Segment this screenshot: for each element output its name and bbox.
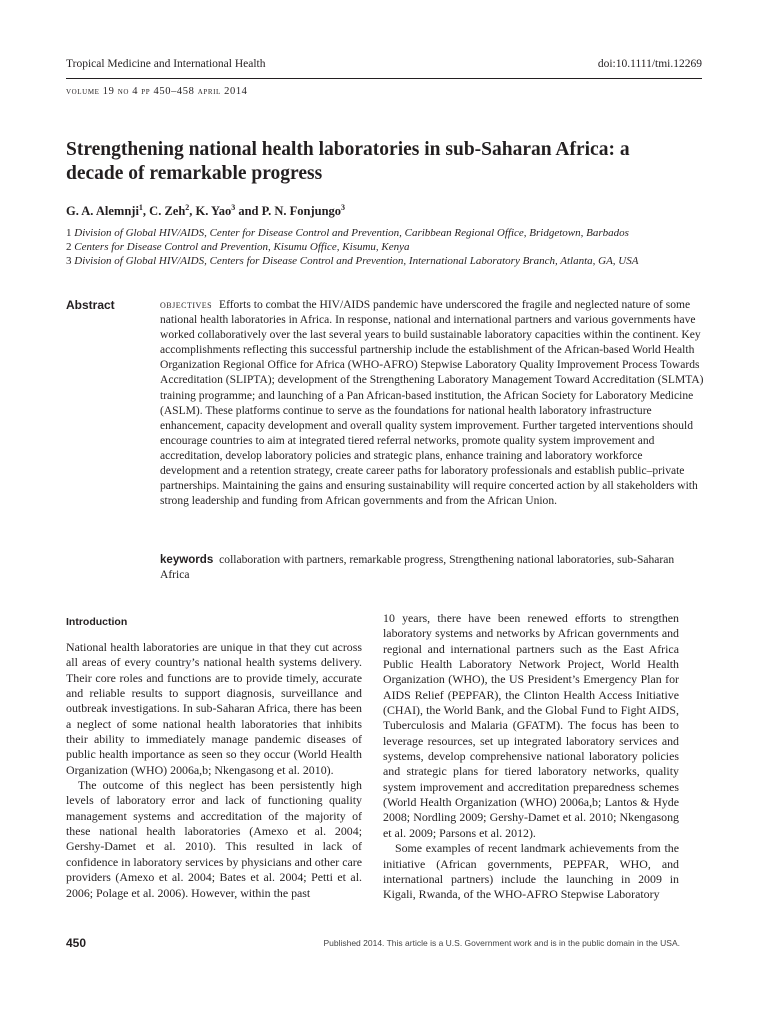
section-heading-introduction: Introduction bbox=[66, 616, 128, 628]
affiliation-item bbox=[66, 254, 706, 268]
affiliation-item bbox=[66, 226, 706, 240]
author-separator: , bbox=[142, 204, 150, 218]
author-name: C. Zeh bbox=[149, 204, 186, 218]
abstract-body bbox=[160, 298, 705, 509]
article-title: Strengthening national health laboratories in sub-Saharan Africa: a decade of remarkable progress bbox=[66, 139, 630, 184]
author-affiliation-ref: 3 bbox=[341, 203, 346, 212]
paragraph: National health laboratories are unique in that they cut across all areas of every country’s national health systems delivery. Their core roles and functions are to provide timely, accurate and reliable results to support diagnosis, surveillance and outbreak investigations. In sub-Saharan Africa, there has been a neglect of some national health laboratories that inhibits their ability to immediately manage pandemic diseases of public health importance as seen so they occur (World Health Organization (WHO) 2006a,b; Nkengasong et al. 2010). bbox=[66, 640, 362, 777]
objectives-label: objectives bbox=[160, 299, 213, 311]
paragraph: 10 years, there have been renewed efforts to strengthen laboratory systems and networks by African governments and regional and international partners such as the East Africa Public Health Laboratory Network Project, World Health Organization (WHO), the US President’s Emergency Plan for AIDS Relief (PEPFAR), the Clinton Health Access Initiative (CHAI), the World Bank, and the Global Fund to Fight AIDS, Tuberculosis and Malaria (GFATM). The focus has been to leverage resources, set up integrated laboratory services and systems, develop comprehensive national laboratory policies and strategic plans for tiered laboratory networks, quality system improvement and accreditation preparedness schemes (World Health Organization (WHO) 2006a,b; Lantos & Hyde 2008; Nordling 2009; Gershy-Damet et al. 2010; Nkengasong et al. 2009; Parsons et al. 2012). bbox=[383, 611, 679, 840]
author-affiliation-ref: 2 bbox=[185, 203, 190, 212]
keywords-label: keywords bbox=[160, 554, 214, 566]
author-affiliation-ref: 3 bbox=[231, 203, 236, 212]
keywords-text: collaboration with partners, remarkable progress, Strengthening national laboratories, sub-Saharan Africa bbox=[160, 554, 675, 582]
affiliation-text: Division of Global HIV/AIDS, Centers for Disease Control and Prevention, International Laboratory Branch, Atlanta, GA, USA bbox=[74, 255, 639, 268]
author-separator: and bbox=[235, 204, 262, 218]
author-name: G. A. Alemnji bbox=[66, 204, 139, 218]
keywords bbox=[160, 553, 705, 583]
affiliation-text: Division of Global HIV/AIDS, Center for Disease Control and Prevention, Caribbean Regional Office, Bridgetown, Barbados bbox=[74, 227, 629, 239]
running-head bbox=[66, 58, 702, 70]
doi-link[interactable]: doi:10.1111/tmi.12269 bbox=[597, 58, 702, 70]
author-affiliation-ref: 1 bbox=[138, 203, 143, 212]
abstract-heading: Abstract bbox=[66, 298, 115, 312]
author-name: K. Yao bbox=[195, 204, 232, 218]
author-name: P. N. Fonjungo bbox=[261, 204, 342, 218]
journal-name: Tropical Medicine and International Health bbox=[66, 58, 266, 70]
author-separator: , bbox=[189, 204, 196, 218]
affiliation-number: 1 bbox=[66, 227, 75, 239]
copyright-note: Published 2014. This article is a U.S. Government work and is in the public domain in the USA. bbox=[323, 938, 680, 948]
page-number: 450 bbox=[66, 936, 87, 950]
paragraph: The outcome of this neglect has been persistently high levels of laboratory error and lack of functioning quality management systems and accreditation of the majority of these national health laboratories (Amexo et al. 2004; Gershy-Damet et al. 2010). This resulted in lack of confidence in laboratory services by physicians and other care providers (Amexo et al. 2004; Bates et al. 2004; Petti et al. 2006; Polage et al. 2006). However, within the past bbox=[66, 778, 362, 900]
header-rule bbox=[66, 78, 702, 79]
author-list bbox=[66, 203, 345, 219]
abstract-text: Efforts to combat the HIV/AIDS pandemic have underscored the fragile and neglected nature of some national health laboratories in Africa. In response, national and international partners and various governments have worked collaboratively over the last several years to build sustainable laboratory capacities within the continent. Key accomplishments reflecting this successful partnership include the establishment of the African-based World Health Organization Regional Office for Africa (WHO-AFRO) Stepwise Laboratory Quality Improvement Process Towards Accreditation (SLIPTA); development of the Strengthening Laboratory Management Toward Accreditation (SLMTA) training programme; and launching of a Pan African-based institution, the African Society for Laboratory Medicine (ASLM). These platforms continue to serve as the foundations for national health laboratory infrastructure enhancement, capacity development and overall quality system improvement. Further targeted interventions should encourage countries to aim at integrated tiered referral networks, promote quality system improvement and accreditation, develop laboratory policies and strategic plans, enhance training and laboratory workforce development and a retention strategy, create career paths for laboratory professionals and establish public–private partnerships. Maintaining the gains and ensuring sustainability will require concerted action by all stakeholders with strong leadership and funding from African governments and from the African Union. bbox=[160, 299, 704, 508]
paragraph: Some examples of recent landmark achievements from the initiative (African governments, PEPFAR, WHO, and international partners) include the launching in 2009 in Kigali, Rwanda, of the WHO-AFRO Stepwise Laboratory bbox=[383, 841, 679, 902]
volume-line: volume 19 no 4 pp 450–458 april 2014 bbox=[66, 86, 248, 97]
body-column-right bbox=[383, 611, 679, 903]
body-column-left bbox=[66, 640, 362, 901]
affiliation-number: 2 bbox=[66, 241, 75, 254]
affiliations bbox=[66, 226, 706, 269]
affiliation-text: Centers for Disease Control and Prevention, Kisumu Office, Kisumu, Kenya bbox=[74, 241, 410, 254]
affiliation-number: 3 bbox=[66, 255, 75, 268]
affiliation-item bbox=[66, 240, 706, 254]
